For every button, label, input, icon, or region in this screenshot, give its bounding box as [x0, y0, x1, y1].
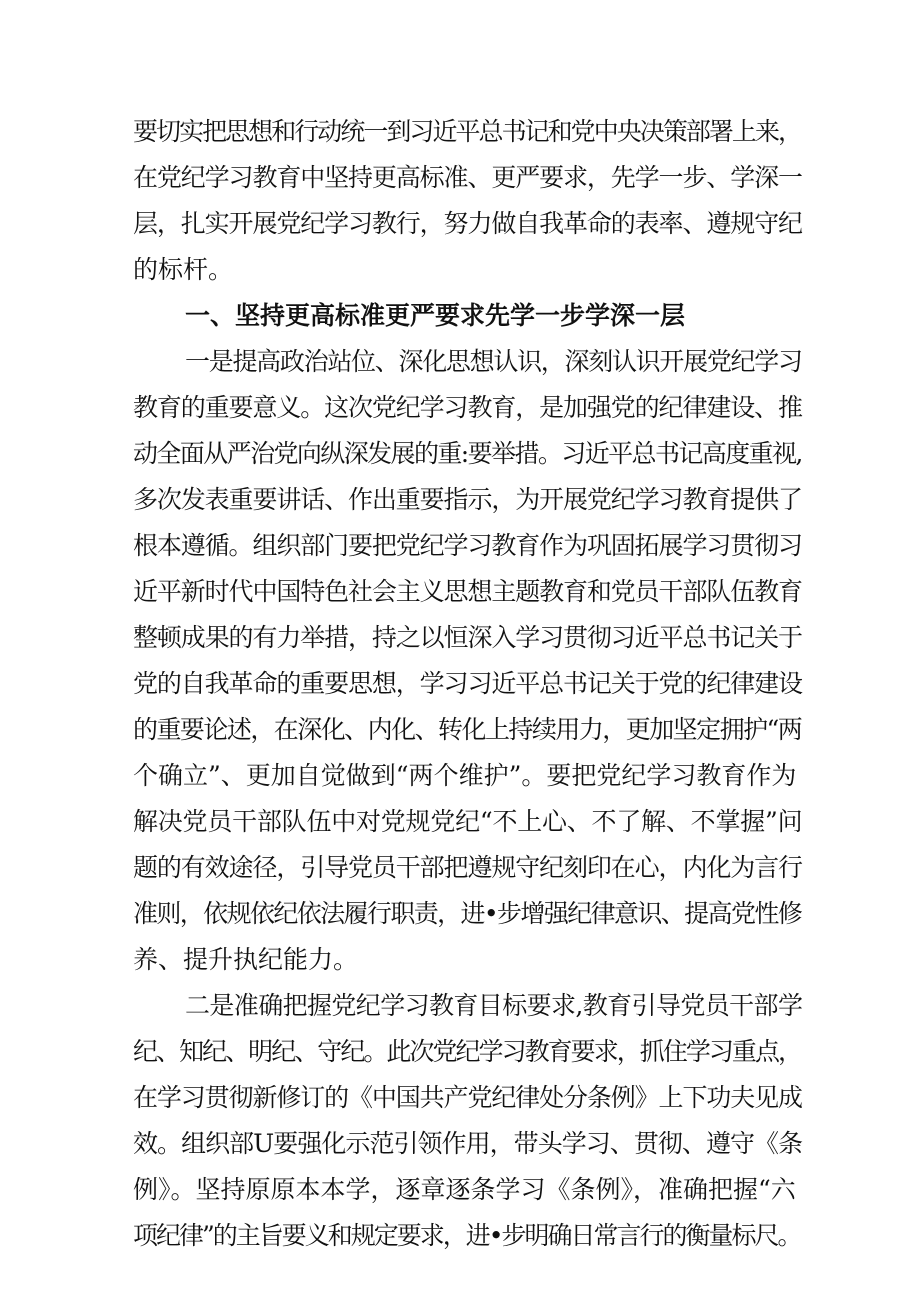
paragraph-line: 二是准确把握党纪学习教育目标要求,教育引导党员干部学 — [185, 991, 803, 1020]
intro-line: 要切实把思想和行动统一到习近平总书记和党中央决策部署上来， — [133, 117, 802, 146]
paragraph-line: 教育的重要意义。这次党纪学习教育，是加强党的纪律建设、推 — [133, 393, 802, 422]
paragraph-line: 的重要论述，在深化、内化、转化上持续用力，更加坚定拥护“两 — [133, 715, 802, 744]
paragraph-line: 多次发表重要讲话、作出重要指示，为开展党纪学习教育提供了 — [133, 485, 802, 514]
paragraph-line: 养、提升执纪能力。 — [133, 945, 359, 974]
paragraph-line: 效。组织部U要强化示范引领作用，带头学习、贯彻、遵守《条 — [133, 1129, 803, 1158]
paragraph-line: 个确立”、更加自觉做到“两个维护”。要把党纪学习教育作为 — [133, 761, 797, 790]
paragraph-line: 在学习贯彻新修订的《中国共产党纪律处分条例》上下功夫见成 — [133, 1083, 802, 1112]
paragraph-line: 准则，依规依纪依法履行职责，进•步增强纪律意识、提高党性修 — [133, 899, 802, 928]
section-heading: 一、坚持更高标准更严要求先学一步学深一层 — [185, 301, 686, 330]
paragraph-line: 解决党员干部队伍中对党规党纪“不上心、不了解、不掌握”问 — [133, 807, 803, 836]
intro-line: 的标杆。 — [133, 255, 234, 284]
paragraph-line: 一是提高政治站位、深化思想认识，深刻认识开展党纪学习 — [185, 347, 802, 376]
intro-line: 在党纪学习教育中坚持更高标准、更严要求，先学一步、学深一 — [133, 163, 802, 192]
paragraph-line: 动全面从严治党向纵深发展的重:要举措。习近平总书记高度重视, — [133, 439, 802, 468]
paragraph-line: 根本遵循。组织部门要把党纪学习教育作为巩固拓展学习贯彻习 — [133, 531, 802, 560]
intro-line: 层，扎实开展党纪学习教行，努力做自我革命的表率、遵规守纪 — [133, 209, 802, 238]
paragraph-line: 题的有效途径，引导党员干部把遵规守纪刻印在心，内化为言行 — [133, 853, 802, 882]
paragraph-line: 项纪律”的主旨要义和规定要求，进•步明确日常言行的衡量标尺。 — [133, 1221, 801, 1250]
paragraph-line: 例》。坚持原原本本学，逐章逐条学习《条例》，准确把握“六 — [133, 1175, 796, 1204]
paragraph-line: 纪、知纪、明纪、守纪。此次党纪学习教育要求，抓住学习重点， — [133, 1037, 802, 1066]
paragraph-line: 整顿成果的有力举措，持之以恒深入学习贯彻习近平总书记关于 — [133, 623, 802, 652]
paragraph-line: 党的自我革命的重要思想，学习习近平总书记关于党的纪律建设 — [133, 669, 802, 698]
paragraph-line: 近平新时代中国特色社会主义思想主题教育和党员干部队伍教育 — [133, 577, 802, 606]
